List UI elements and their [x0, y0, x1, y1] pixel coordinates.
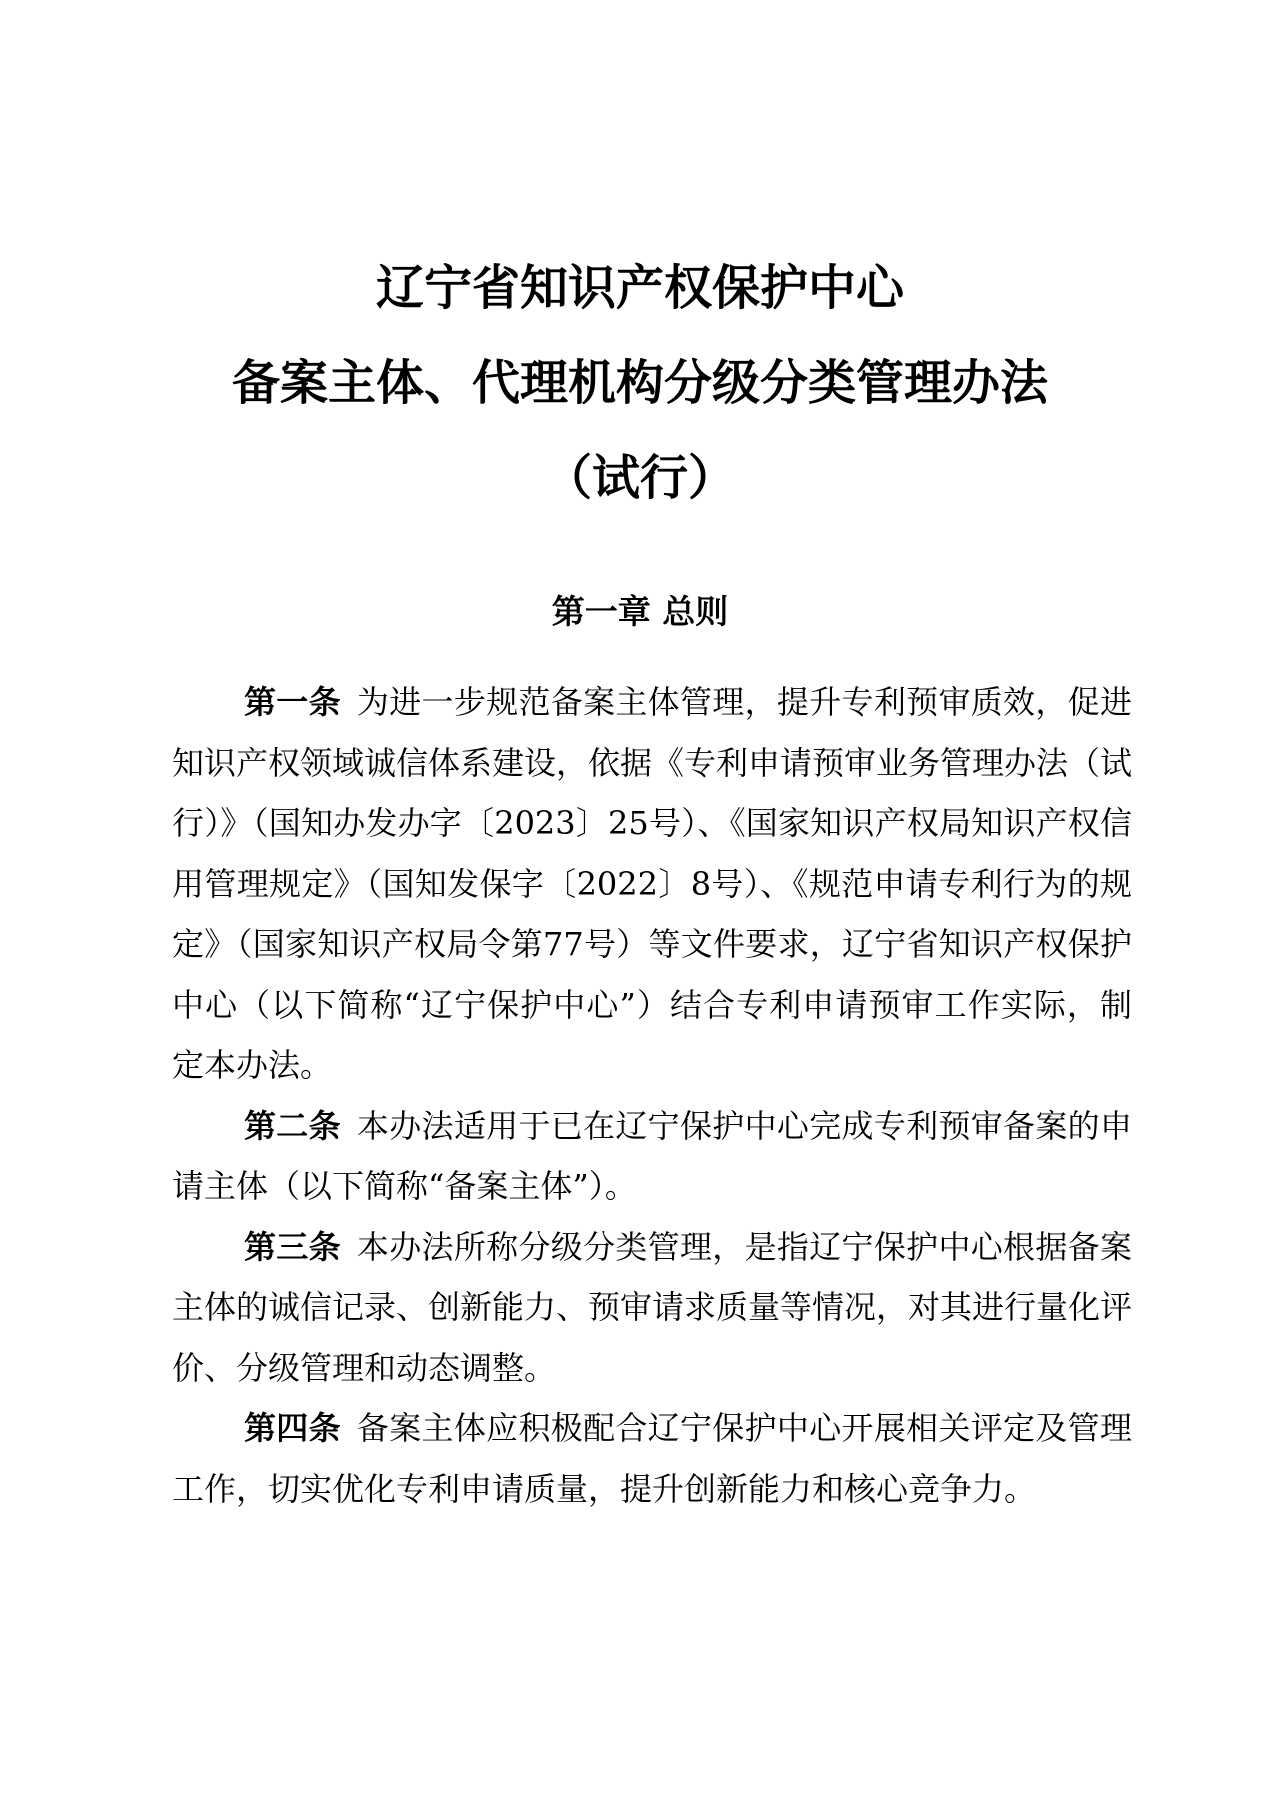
title-line-organization: 辽宁省知识产权保护中心 — [375, 260, 904, 316]
document-body — [172, 672, 1132, 1519]
article-text: 本办法适用于已在辽宁保护中心完成专利预审备案的申请主体（以下简称“备案主体”）。 — [172, 1106, 1132, 1205]
article-4 — [172, 1398, 1132, 1519]
article-label: 第二条 — [244, 1106, 341, 1145]
article-1 — [172, 672, 1132, 1096]
article-2 — [172, 1096, 1132, 1217]
article-text: 备案主体应积极配合辽宁保护中心开展相关评定及管理工作，切实优化专利申请质量，提升创新能力和核心竞争力。 — [172, 1409, 1132, 1508]
article-text: 为进一步规范备案主体管理，提升专利预审质效，促进知识产权领域诚信体系建设，依据《专利申请预审业务管理办法（试行）》（国知办发办字〔2023〕25号）、《国家知识产权局知识产权信用管理规定》（国知发保字〔2022〕8号）、《规范申请专利行为的规定》（国家知识产权局令第77号）等文件要求，辽宁省知识产权保护中心（以下简称“辽宁保护中心”）结合专利申请预审工作实际，制定本办法。 — [172, 683, 1133, 1084]
article-label: 第四条 — [244, 1409, 341, 1447]
title-line-subject: 备案主体、代理机构分级分类管理办法 — [231, 355, 1048, 411]
article-3 — [172, 1217, 1132, 1399]
title-line-trial: （试行） — [543, 450, 736, 506]
article-label: 第三条 — [244, 1227, 341, 1266]
article-label: 第一条 — [244, 683, 341, 721]
chapter-heading: 第一章 总则 — [551, 592, 729, 631]
document-title — [0, 258, 1280, 543]
article-text: 本办法所称分级分类管理，是指辽宁保护中心根据备案主体的诚信记录、创新能力、预审请求质量等情况，对其进行量化评价、分级管理和动态调整。 — [172, 1227, 1133, 1387]
